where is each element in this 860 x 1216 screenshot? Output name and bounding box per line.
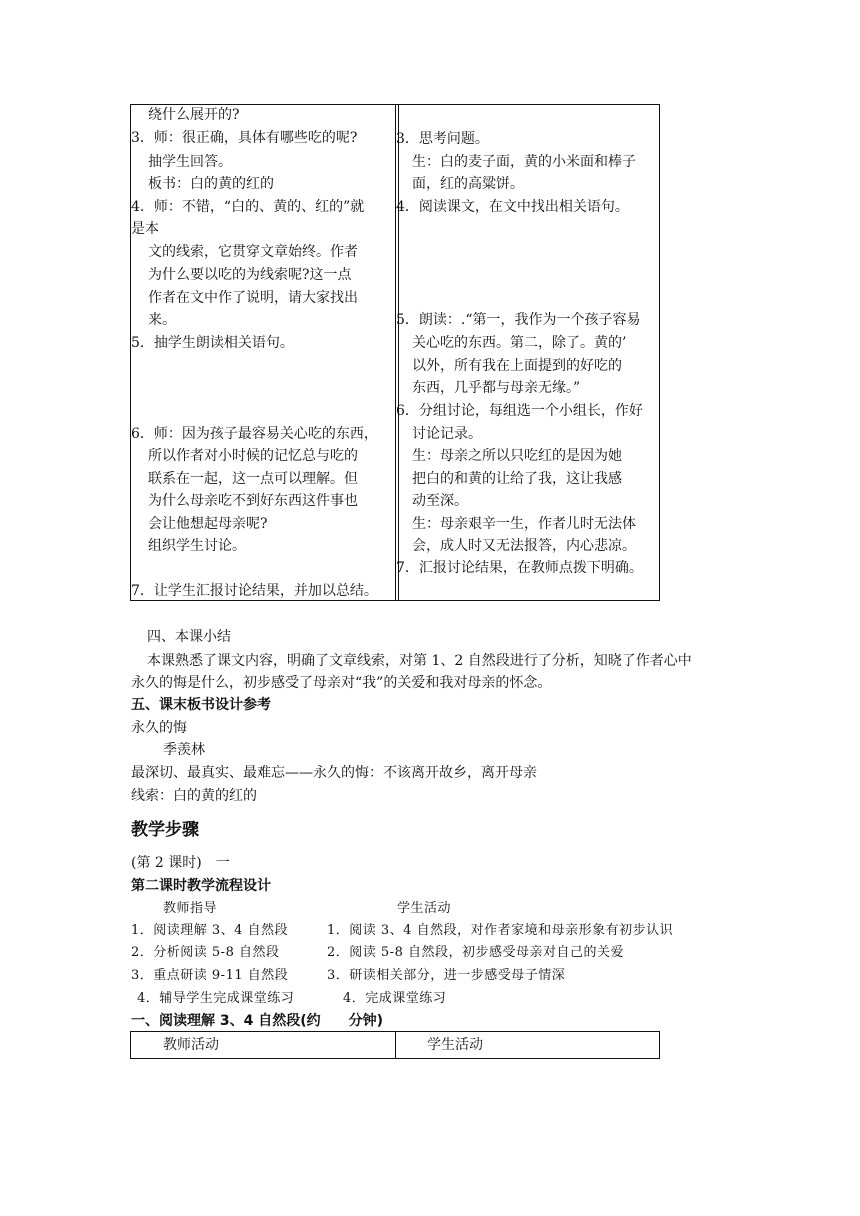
teacher-line: 来。 <box>148 312 176 328</box>
student-line: 6．分组讨论，每组选一个小组长，作好 <box>396 403 643 419</box>
student-line: 会，成人时又无法报答，内心悲凉。 <box>412 538 636 554</box>
student-line: 5．朗读：.“第一，我作为一个孩子容易 <box>396 312 641 328</box>
teacher-line: 组织学生讨论。 <box>148 538 246 554</box>
student-line: 面，红的高粱饼。 <box>412 176 524 192</box>
teacher-line: 是本 <box>131 221 159 237</box>
section-heading: 五、课末板书设计参考 <box>131 697 271 713</box>
student-line: 东西，几乎都与母亲无缘。” <box>412 380 581 396</box>
teacher-line: 为什么母亲吃不到好东西这件事也 <box>148 493 358 509</box>
teacher-line: 3．师：很正确，具体有哪些吃的呢? <box>131 130 358 146</box>
section-heading: 四、本课小结 <box>147 629 231 645</box>
student-line: 生：母亲艰辛一生，作者儿时无法体 <box>412 516 636 532</box>
column-divider <box>395 105 396 600</box>
teacher-line: 所以作者对小时候的记忆总与吃的 <box>148 448 358 464</box>
teacher-line: 4．师：不错，“白的、黄的、红的”就 <box>131 199 365 215</box>
flow-student-item: 3．研读相关部分，进一步感受母子情深 <box>327 968 566 983</box>
teacher-line: 作者在文中作了说明，请大家找出 <box>148 290 358 306</box>
flow-student-item: 4．完成课堂练习 <box>343 991 447 1006</box>
board-title: 永久的悔 <box>131 720 187 736</box>
teacher-line: 绕什么展开的? <box>148 107 240 123</box>
teacher-line: 板书：白的黄的红的 <box>148 176 274 192</box>
flow-student-item: 1．阅读 3、4 自然段，对作者家境和母亲形象有初步认识 <box>327 923 674 938</box>
teacher-line: 联系在一起，这一点可以理解。但 <box>148 471 358 487</box>
student-line: 讨论记录。 <box>412 426 482 442</box>
flow-heading: 第二课时教学流程设计 <box>131 878 271 894</box>
summary-text: 本课熟悉了课文内容，明确了文章线索，对第 1、2 自然段进行了分析，知晓了作者心中 <box>147 653 692 669</box>
teacher-line: 为什么要以吃的为线索呢?这一点 <box>148 267 352 283</box>
board-author: 季羡林 <box>163 742 205 758</box>
column-divider <box>395 1032 396 1058</box>
activity-table <box>130 1031 660 1059</box>
page-heading: 教学步骤 <box>131 820 199 840</box>
teacher-line: 会让他想起母亲呢? <box>148 516 268 532</box>
board-text: 线索：白的黄的红的 <box>131 788 257 804</box>
student-line: 动至深。 <box>412 493 468 509</box>
teacher-line: 抽学生回答。 <box>148 154 232 170</box>
student-line: 把白的和黄的让给了我，这让我感 <box>412 471 622 487</box>
student-line: 7．汇报讨论结果，在教师点拨下明确。 <box>396 560 643 576</box>
student-line: 关心吃的东西。第二，除了。黄的’ <box>412 335 627 351</box>
flow-student-item: 2．阅读 5-8 自然段，初步感受母亲对自己的关爱 <box>327 945 624 960</box>
table-header-teacher: 教师活动 <box>163 1037 219 1053</box>
summary-text: 永久的悔是什么，初步感受了母亲对“我”的关爱和我对母亲的怀念。 <box>131 675 552 691</box>
teacher-line: 7．让学生汇报讨论结果，并加以总结。 <box>131 583 378 599</box>
student-line: 生：母亲之所以只吃红的是因为她 <box>412 448 622 464</box>
teacher-line: 文的线索，它贯穿文章始终。作者 <box>148 244 358 260</box>
teacher-line: 6．师：因为孩子最容易关心吃的东西， <box>131 426 378 442</box>
column-divider <box>398 105 399 600</box>
board-text: 最深切、最真实、最难忘——永久的悔：不该离开故乡，离开母亲 <box>131 765 537 781</box>
flow-teacher-item: 1．阅读理解 3、4 自然段 <box>131 923 289 938</box>
part-heading: 一、阅读理解 3、4 自然段(约 分钟) <box>131 1013 384 1029</box>
student-line: 以外，所有我在上面提到的好吃的 <box>412 358 622 374</box>
column-header-student: 学生活动 <box>397 901 452 916</box>
student-line: 生：白的麦子面，黄的小米面和棒子 <box>412 154 636 170</box>
column-header-teacher: 教师指导 <box>163 901 218 916</box>
session-label: (第 2 课时) 一 <box>131 855 230 871</box>
student-line: 4．阅读课文，在文中找出相关语句。 <box>396 199 629 215</box>
flow-teacher-item: 3．重点研读 9-11 自然段 <box>131 968 289 983</box>
flow-teacher-item: 2．分析阅读 5-8 自然段 <box>131 945 280 960</box>
flow-teacher-item: 4．辅导学生完成课堂练习 <box>137 991 295 1006</box>
teacher-line: 5．抽学生朗读相关语句。 <box>131 335 294 351</box>
table-header-student: 学生活动 <box>427 1037 483 1053</box>
student-line: 3．思考问题。 <box>396 131 489 147</box>
